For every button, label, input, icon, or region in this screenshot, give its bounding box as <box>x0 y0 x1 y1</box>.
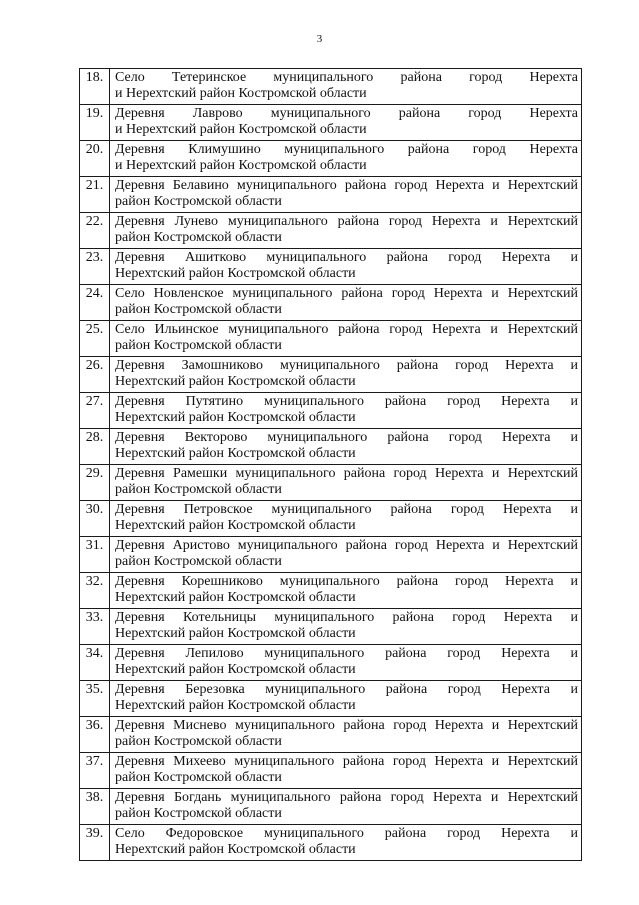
table-row <box>80 717 582 753</box>
settlement-name-line-2: район Костромской области <box>115 806 282 821</box>
settlement-name-line-1: Деревня Рамешки муниципального района город Нерехта и Нерехтский <box>115 466 578 481</box>
row-number: 24. <box>80 285 110 321</box>
row-number: 21. <box>80 177 110 213</box>
table-row <box>80 321 582 357</box>
settlement-name-line-1: Деревня Лепилово муниципального района город Нерехта и <box>115 646 578 661</box>
settlement-name <box>110 249 582 285</box>
row-number: 36. <box>80 717 110 753</box>
settlement-name-line-2: Нерехтский район Костромской области <box>115 590 356 605</box>
settlement-name-line-2: и Нерехтский район Костромской области <box>115 86 367 101</box>
settlement-name <box>110 465 582 501</box>
table-row <box>80 393 582 429</box>
row-number: 30. <box>80 501 110 537</box>
table-row <box>80 753 582 789</box>
settlement-name-line-1: Деревня Климушино муниципального района город Нерехта <box>115 142 578 157</box>
settlement-name <box>110 105 582 141</box>
settlement-name-line-1: Деревня Михеево муниципального района город Нерехта и Нерехтский <box>115 754 578 769</box>
settlement-name-line-2: район Костромской области <box>115 482 282 497</box>
settlement-name-line-1: Деревня Ашитково муниципального района город Нерехта и <box>115 250 578 265</box>
row-number: 22. <box>80 213 110 249</box>
settlement-name <box>110 177 582 213</box>
settlement-name <box>110 357 582 393</box>
row-number: 18. <box>80 69 110 105</box>
table-row <box>80 105 582 141</box>
row-number: 25. <box>80 321 110 357</box>
settlement-name-line-2: Нерехтский район Костромской области <box>115 410 356 425</box>
row-number: 23. <box>80 249 110 285</box>
table-row <box>80 429 582 465</box>
settlement-name-line-2: район Костромской области <box>115 194 282 209</box>
settlement-name <box>110 393 582 429</box>
settlement-name-line-2: Нерехтский район Костромской области <box>115 698 356 713</box>
settlement-name-line-1: Деревня Векторово муниципального района город Нерехта и <box>115 430 578 445</box>
settlement-name <box>110 753 582 789</box>
settlement-name <box>110 645 582 681</box>
settlement-name-line-1: Село Федоровское муниципального района город Нерехта и <box>115 826 578 841</box>
settlement-name <box>110 501 582 537</box>
settlements-table <box>79 68 582 861</box>
page-number: 3 <box>316 33 323 45</box>
row-number: 28. <box>80 429 110 465</box>
settlement-name-line-2: Нерехтский район Костромской области <box>115 518 356 533</box>
row-number: 31. <box>80 537 110 573</box>
settlement-name <box>110 285 582 321</box>
settlement-name-line-1: Деревня Лунево муниципального района город Нерехта и Нерехтский <box>115 214 578 229</box>
table-row <box>80 789 582 825</box>
table-row <box>80 645 582 681</box>
row-number: 29. <box>80 465 110 501</box>
settlement-name-line-2: и Нерехтский район Костромской области <box>115 122 367 137</box>
settlement-name-line-2: Нерехтский район Костромской области <box>115 626 356 641</box>
settlement-name-line-2: район Костромской области <box>115 230 282 245</box>
settlement-name-line-1: Село Тетеринское муниципального района город Нерехта <box>115 70 578 85</box>
settlement-name-line-1: Село Новленское муниципального района город Нерехта и Нерехтский <box>115 286 578 301</box>
table-row <box>80 681 582 717</box>
settlement-name-line-2: район Костромской области <box>115 770 282 785</box>
settlement-name-line-1: Село Ильинское муниципального района город Нерехта и Нерехтский <box>115 322 578 337</box>
row-number: 39. <box>80 825 110 861</box>
settlement-name-line-1: Деревня Миснево муниципального района город Нерехта и Нерехтский <box>115 718 578 733</box>
table-row <box>80 501 582 537</box>
settlement-name <box>110 321 582 357</box>
settlement-name-line-2: район Костромской области <box>115 338 282 353</box>
table-row <box>80 609 582 645</box>
row-number: 38. <box>80 789 110 825</box>
settlement-name <box>110 429 582 465</box>
row-number: 27. <box>80 393 110 429</box>
row-number: 26. <box>80 357 110 393</box>
settlement-name-line-2: Нерехтский район Костромской области <box>115 662 356 677</box>
table-row <box>80 141 582 177</box>
settlement-name <box>110 789 582 825</box>
settlement-name-line-2: Нерехтский район Костромской области <box>115 446 356 461</box>
table-row <box>80 573 582 609</box>
table-row <box>80 537 582 573</box>
settlement-name <box>110 69 582 105</box>
settlement-name-line-2: Нерехтский район Костромской области <box>115 842 356 857</box>
row-number: 37. <box>80 753 110 789</box>
settlement-name <box>110 573 582 609</box>
settlement-name-line-1: Деревня Петровское муниципального района город Нерехта и <box>115 502 578 517</box>
settlements-table-body <box>80 69 582 861</box>
settlement-name <box>110 825 582 861</box>
settlement-name-line-1: Деревня Путятино муниципального района город Нерехта и <box>115 394 578 409</box>
settlement-name <box>110 537 582 573</box>
table-row <box>80 249 582 285</box>
settlement-name-line-1: Деревня Аристово муниципального района город Нерехта и Нерехтский <box>115 538 578 553</box>
settlement-name-line-1: Деревня Белавино муниципального района город Нерехта и Нерехтский <box>115 178 578 193</box>
settlement-name-line-2: и Нерехтский район Костромской области <box>115 158 367 173</box>
table-row <box>80 69 582 105</box>
row-number: 35. <box>80 681 110 717</box>
table-row <box>80 825 582 861</box>
table-row <box>80 213 582 249</box>
row-number: 20. <box>80 141 110 177</box>
settlement-name-line-1: Деревня Богдань муниципального района город Нерехта и Нерехтский <box>115 790 578 805</box>
row-number: 34. <box>80 645 110 681</box>
row-number: 19. <box>80 105 110 141</box>
settlement-name <box>110 717 582 753</box>
settlement-name-line-2: Нерехтский район Костромской области <box>115 374 356 389</box>
row-number: 32. <box>80 573 110 609</box>
row-number: 33. <box>80 609 110 645</box>
table-row <box>80 357 582 393</box>
settlement-name <box>110 681 582 717</box>
settlement-name <box>110 141 582 177</box>
table-row <box>80 285 582 321</box>
settlement-name-line-2: район Костромской области <box>115 734 282 749</box>
settlement-name-line-1: Деревня Замошниково муниципального района город Нерехта и <box>115 358 578 373</box>
settlement-name-line-2: Нерехтский район Костромской области <box>115 266 356 281</box>
table-row <box>80 465 582 501</box>
settlement-name-line-1: Деревня Березовка муниципального района город Нерехта и <box>115 682 578 697</box>
settlement-name-line-1: Деревня Котельницы муниципального района город Нерехта и <box>115 610 578 625</box>
settlement-name-line-2: район Костромской области <box>115 554 282 569</box>
settlement-name-line-2: район Костромской области <box>115 302 282 317</box>
settlement-name-line-1: Деревня Корешниково муниципального района город Нерехта и <box>115 574 578 589</box>
settlement-name <box>110 609 582 645</box>
settlement-name-line-1: Деревня Лаврово муниципального района город Нерехта <box>115 106 578 121</box>
settlement-name <box>110 213 582 249</box>
table-row <box>80 177 582 213</box>
